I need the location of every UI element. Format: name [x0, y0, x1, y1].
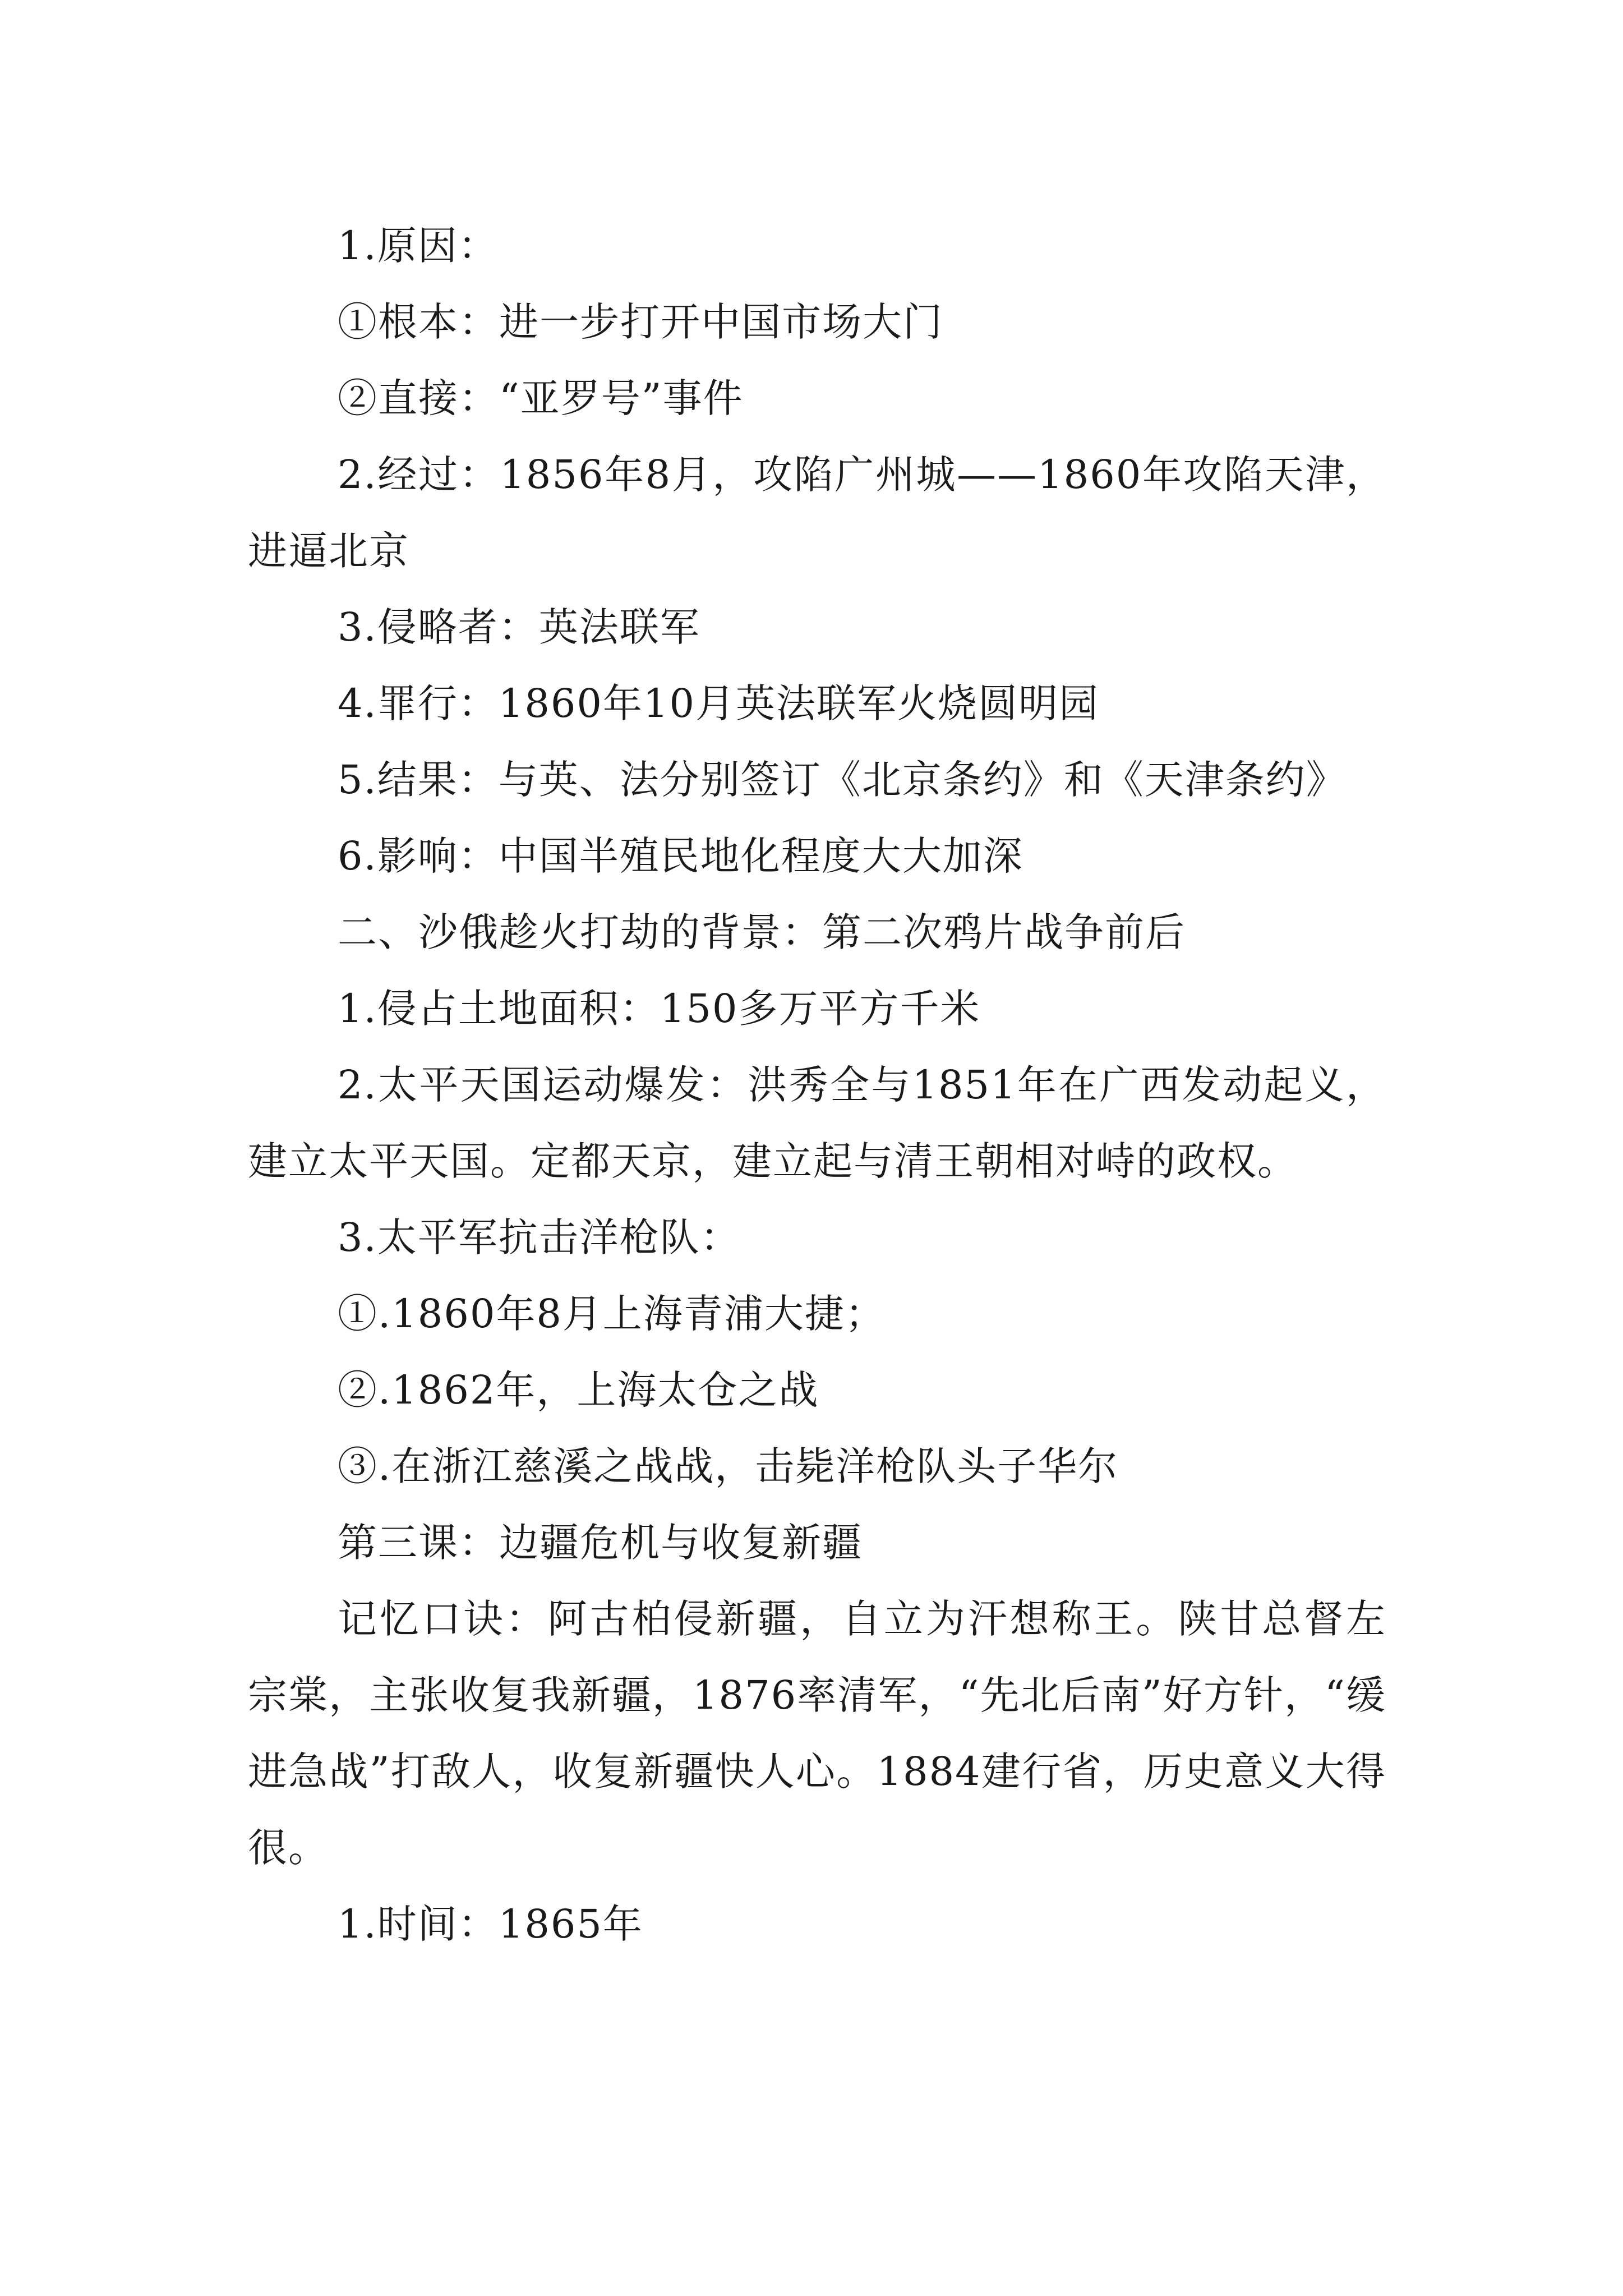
section-heading-russia: 二、沙俄趁火打劫的背景：第二次鸦片战争前后: [338, 909, 1186, 955]
document-body: [248, 208, 1386, 1962]
lesson-title: 第三课：边疆危机与收复新疆: [338, 1520, 863, 1566]
paragraph-taiping: 2.太平天国运动爆发：洪秀全与1851年在广西发动起义，建立太平天国。定都天京，建立起与清王朝相对峙的政权。: [248, 1062, 1386, 1184]
list-item-direct-cause: ②直接：“亚罗号”事件: [338, 375, 744, 421]
paragraph-resistance: 3.太平军抗击洋枪队：: [338, 1214, 741, 1260]
paragraph-impact: 6.影响：中国半殖民地化程度大大加深: [338, 833, 1023, 879]
list-item-taicang: ②.1862年，上海太仓之战: [338, 1367, 819, 1413]
heading-causes: 1.原因：: [338, 223, 499, 269]
paragraph-crime: 4.罪行：1860年10月英法联军火烧圆明园: [338, 680, 1100, 726]
list-item-cixi: ③.在浙江慈溪之战战，击毙洋枪队头子华尔: [338, 1443, 1119, 1489]
list-item-root-cause: ①根本：进一步打开中国市场大门: [338, 299, 943, 345]
list-item-qingpu: ①.1860年8月上海青浦大捷；: [338, 1291, 886, 1337]
paragraph-course: 2.经过：1856年8月，攻陷广州城——1860年攻陷天津，进逼北京: [248, 452, 1386, 574]
paragraph-time: 1.时间：1865年: [338, 1901, 643, 1947]
paragraph-mnemonic: 记忆口诀：阿古柏侵新疆，自立为汗想称王。陕甘总督左宗棠，主张收复我新疆，1876率清军，“先北后南”好方针，“缓进急战”打敌人，收复新疆快人心。1884建行省，历史意义大得很。: [248, 1596, 1386, 1871]
paragraph-result: 5.结果：与英、法分别签订《北京条约》和《天津条约》: [338, 757, 1347, 803]
paragraph-aggressor: 3.侵略者：英法联军: [338, 604, 700, 650]
paragraph-land-area: 1.侵占土地面积：150多万平方千米: [338, 986, 981, 1032]
